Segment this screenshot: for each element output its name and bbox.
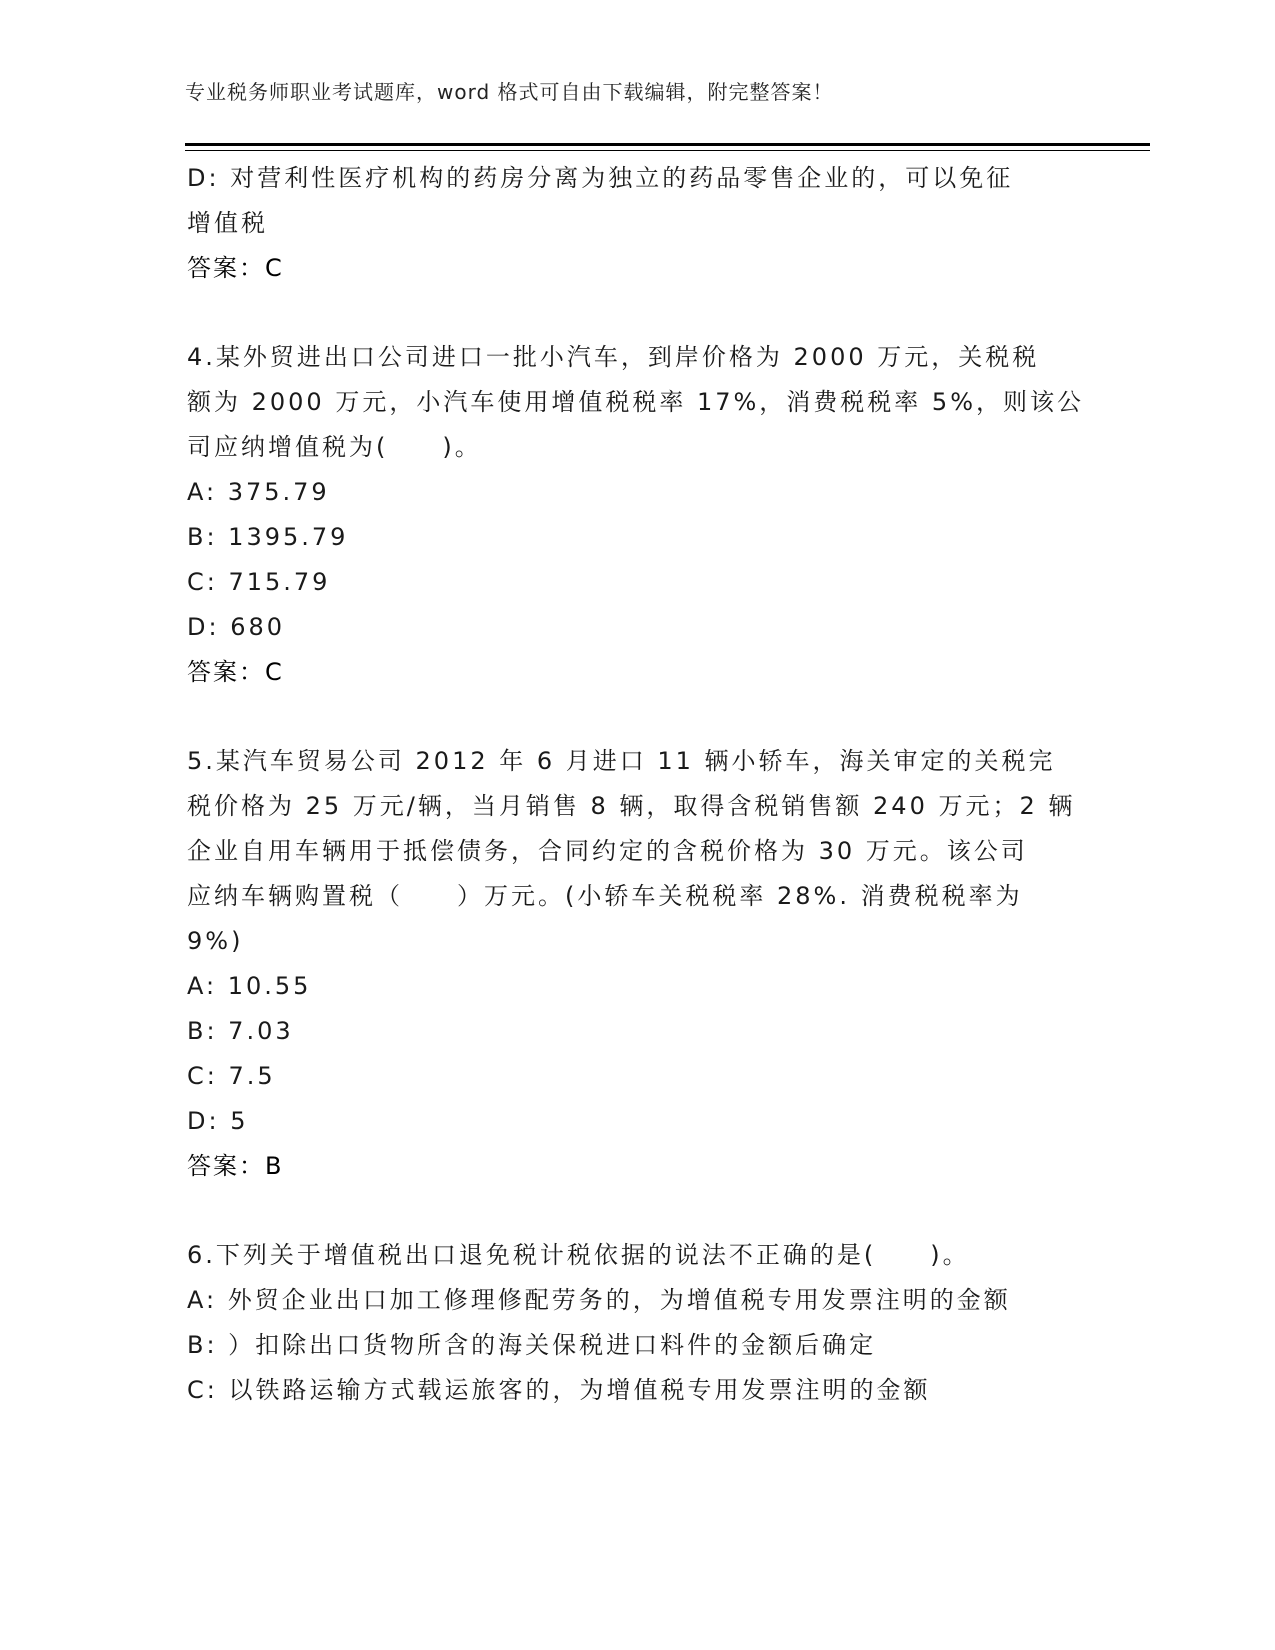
question-6	[187, 1233, 1087, 1413]
question-stem: 额为 2000 万元，小汽车使用增值税税率 17%，消费税税率 5%，则该公	[187, 388, 1085, 416]
spacer	[187, 291, 1087, 335]
option-d-continued: 增值税	[187, 209, 268, 237]
option-b: B: 7.03	[187, 1017, 294, 1045]
question-stem: 5.某汽车贸易公司 2012 年 6 月进口 11 辆小轿车，海关审定的关税完	[187, 747, 1056, 775]
option-a: A: 375.79	[187, 478, 330, 506]
option-a: A: 10.55	[187, 972, 312, 1000]
question-4	[187, 335, 1087, 695]
answer-line: 答案：C	[187, 658, 284, 686]
spacer	[187, 695, 1087, 739]
question-stem: 司应纳增值税为( )。	[187, 433, 482, 461]
question-stem: 9%)	[187, 927, 244, 955]
question-3-tail	[187, 156, 1087, 291]
document-body	[187, 156, 1087, 1413]
option-b: B: 1395.79	[187, 523, 349, 551]
question-5	[187, 739, 1087, 1189]
question-stem: 税价格为 25 万元/辆，当月销售 8 辆，取得含税销售额 240 万元；2 辆	[187, 792, 1076, 820]
option-d: D: 5	[187, 1107, 249, 1135]
header-rule-thin	[185, 150, 1150, 151]
option-d: D: 对营利性医疗机构的药房分离为独立的药品零售企业的，可以免征	[187, 164, 1014, 192]
spacer	[187, 1189, 1087, 1233]
question-stem: 应纳车辆购置税（ ）万元。(小轿车关税税率 28%. 消费税税率为	[187, 882, 1023, 910]
option-c: C: 715.79	[187, 568, 331, 596]
answer-line: 答案：B	[187, 1152, 284, 1180]
page-header: 专业税务师职业考试题库，word 格式可自由下载编辑，附完整答案！	[185, 80, 834, 104]
option-b: B: ）扣除出口货物所含的海关保税进口料件的金额后确定	[187, 1331, 877, 1359]
question-stem: 4.某外贸进出口公司进口一批小汽车，到岸价格为 2000 万元，关税税	[187, 343, 1040, 371]
option-a: A: 外贸企业出口加工修理修配劳务的，为增值税专用发票注明的金额	[187, 1286, 1011, 1314]
option-c: C: 7.5	[187, 1062, 276, 1090]
option-c: C: 以铁路运输方式载运旅客的，为增值税专用发票注明的金额	[187, 1376, 931, 1404]
option-d: D: 680	[187, 613, 286, 641]
header-rule-thick	[185, 143, 1150, 146]
question-stem: 企业自用车辆用于抵偿债务，合同约定的含税价格为 30 万元。该公司	[187, 837, 1028, 865]
question-stem: 6.下列关于增值税出口退免税计税依据的说法不正确的是( )。	[187, 1241, 970, 1269]
answer-line: 答案：C	[187, 254, 284, 282]
